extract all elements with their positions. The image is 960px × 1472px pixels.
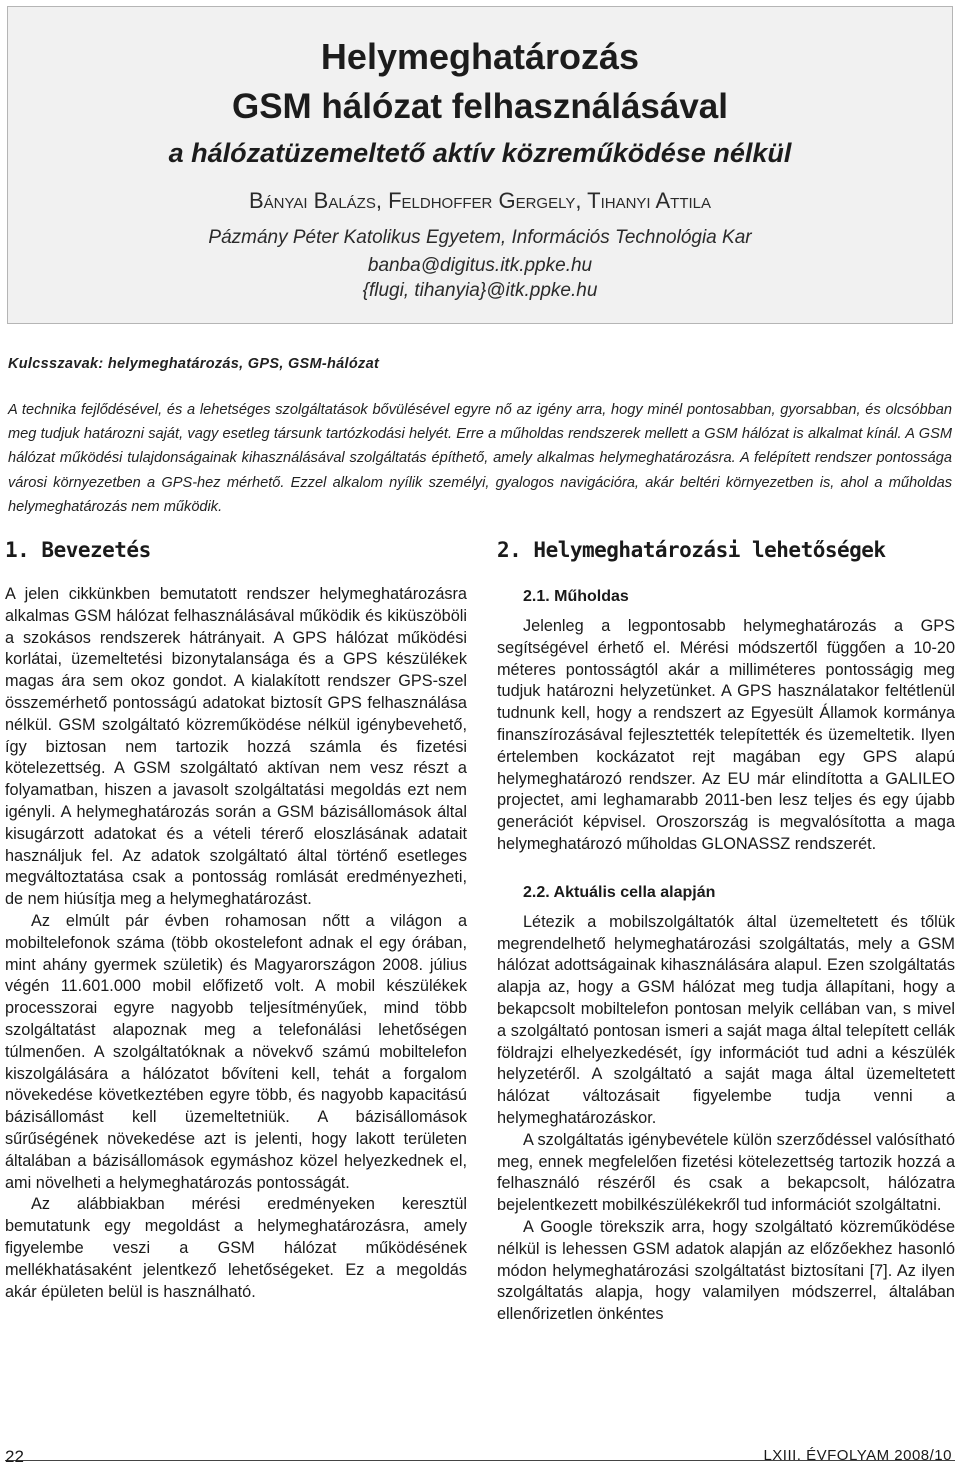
email-1: banba@digitus.itk.ppke.hu — [367, 255, 593, 276]
keywords: Kulcsszavak: helymeghatározás, GPS, GSM-hálózat — [8, 356, 380, 372]
authors: Bányai Balázs, Feldhoffer Gergely, Tihanyi Attila — [248, 188, 712, 213]
title-line-1: Helymeghatározás — [320, 36, 640, 77]
paragraph: Az alábbiakban mérési eredményeken keresztül bemutatunk egy megoldást a helymeghatározásra, amely figyelembe veszi a GSM hálózat működésének mellékhatásaként jelentkező lehetőségeket. Ez a megoldás akár épületen belül is használható. — [5, 1195, 467, 1301]
abstract-text: A technika fejlődésével, és a lehetséges szolgáltatások bővülésével egyre nő az igény arra, hogy minél pontosabban, gyorsabban, és olcsóbban meg tudjuk határozni saját, vagy esetleg társunk tartózkodási helyét. Erre a műholdas rendszerek mellett a GSM hálózat is alkalmat kínál. A GSM hálózat működési tulajdonságainak kihasználásával szolgáltatás építhető, amely alkalmas helymeghatározásra. A felépített rendszer pontossága városi környezetben a GPS-hez mérhető. Ezzel alkalom nyílik személyi, gyalogos navigációra, akár beltéri környezetben is, ahol a műholdas helymeghatározás nem működik. — [8, 402, 952, 515]
subsection-body-2-1 — [497, 616, 955, 856]
title-block — [7, 6, 953, 324]
page-number: 22 — [5, 1447, 24, 1466]
paragraph: A jelen cikkünkben bemutatott rendszer helymeghatározásra alkalmas GSM hálózat felhasználásával működik és kiküszöböli a szokásos rendszerek hátrányait. A GPS hálózat működési korlátai, üzemeltetési bizonytalansága és a GPS készülékek magas ára sem okoz gondot. A kialakított rendszer GPS-szel összemérhető pontosságú adatokat biztosít GPS felhasználása nélkül. GSM szolgáltató közreműködése nélkül igénybevehető, így biztosan nem tartozik hozzá számla és fizetési kötelezettség. A GSM szolgáltató aktívan nem vesz részt a folyamatban, hiszen a javasolt szolgáltatási megoldás ezt nem igényli. A helymeghatározás során a GSM bázisállomások által kisugárzott adatokat és a vételi térerő eloszlásának adatait használjuk fel. Az adatok szolgáltató által történő esetleges megváltoztatása csak a pontosság romlását eredményezheti, de nem hiúsítja meg a helymeghatározást. — [5, 585, 467, 909]
title-line-2: GSM hálózat felhasználásával — [231, 87, 728, 126]
affiliation: Pázmány Péter Katolikus Egyetem, Információs Technológia Kar — [208, 227, 752, 248]
abstract — [8, 398, 952, 519]
left-column — [5, 536, 467, 1303]
paragraph: A szolgáltatás igénybevétele külön szerződéssel valósítható meg, ennek megfelelően fizetési kötelezettség tartozik hozzá a felhasználó részéről és csak a bekapcsolt, hálózatra bejelentkezett mobilkészülékekről tud információt szolgáltatni. — [497, 1130, 955, 1215]
subtitle: a hálózatüzemeltető aktív közreműködése nélkül — [168, 138, 792, 168]
section-heading-1: 1. Bevezetés — [5, 538, 151, 562]
journal-issue: LXIII. ÉVFOLYAM 2008/10 — [763, 1447, 952, 1464]
section-heading-2: 2. Helymeghatározási lehetőségek — [497, 538, 886, 562]
paragraph: Az elmúlt pár évben rohamosan nőtt a világon a mobiltelefonok száma (több okostelefont adnak el egy órában, mint ahány gyermek születik) és Magyarországon 2008. július végén 11.601.000 mobil előfizető volt. A mobil készülékek processzorai egyre nagyobb teljesítményűek, mind több szolgáltatást alapoznak meg a telefonálási lehetőségen túlmenően. A szolgáltatóknak a növekvő számú mobiltelefon kiszolgálására a hálózatot bővíteni kell, tehát a forgalom növekedése következtében egyre több, és nagyobb kapacitású bázisállomást kell üzemeltetniük. A bázisállomások sűrűségének növekedése azt is jelenti, hogy lakott területen általában a bázisállomások egymáshoz közel helyezkednek el, ami növelheti a helymeghatározás pontosságát. — [5, 911, 467, 1192]
paragraph: Létezik a mobilszolgáltatók által üzemeltetett és tőlük megrendelhető helymeghatározási szolgáltatás, mely a GSM hálózat adottságainak kihasználására alapul. Ezen szolgáltatás alapja az, hogy a GSM hálózat meg tudja állapítani, hogy a bekapcsolt mobiltelefon pontosan melyik cellában van, s mivel a szolgáltató pontosan ismeri a saját maga által telepített cellák földrajzi elhelyezkedését, így információt tud adni a készülék helyzetéről. A szolgáltató a saját maga által üzemeltetett hálózat változásait figyelembe tudja venni a helymeghatározáskor. — [497, 912, 955, 1127]
paragraph: A Google törekszik arra, hogy szolgáltató közreműködése nélkül is lehessen GSM adatok alapján az előzőekhez hasonló módon helymeghatározási szolgáltatást biztosítani [7]. Az ilyen szolgáltatás alapja, hogy valamilyen módszerrel, általában ellenőrizetlen önkéntes — [497, 1217, 955, 1324]
email-2: {flugi, tihanyia}@itk.ppke.hu — [362, 280, 598, 301]
section-body-1 — [5, 584, 467, 1303]
right-column — [497, 536, 955, 1326]
subsection-heading-2-2: 2.2. Aktuális cella alapján — [523, 883, 716, 901]
subsection-heading-2-1: 2.1. Műholdas — [523, 588, 629, 605]
subsection-body-2-2 — [497, 912, 955, 1326]
paragraph: Jelenleg a legpontosabb helymeghatározás a GPS segítségével érhető el. Mérési módszertől függően a 10-20 méteres pontosságtól akár a milliméteres pontosságig meg tudjuk határozni helyzetünket. A GPS használatakor feltétlenül tudnunk kell, hogy a rendszert az Egyesült Államok kormánya finanszírozásával fejlesztették telepítették és üzemeltetik. Ilyen értelemben kockázatot rejt magában egy GPS alapú helymeghatározó rendszer. Az EU már elindította a GALILEO projectet, ami leghamarabb 2011-ben lesz teljes és egy újabb generációt képvisel. Oroszország is megvalósította a maga helymeghatározó műholdas GLONASSZ rendszerét. — [497, 617, 955, 853]
